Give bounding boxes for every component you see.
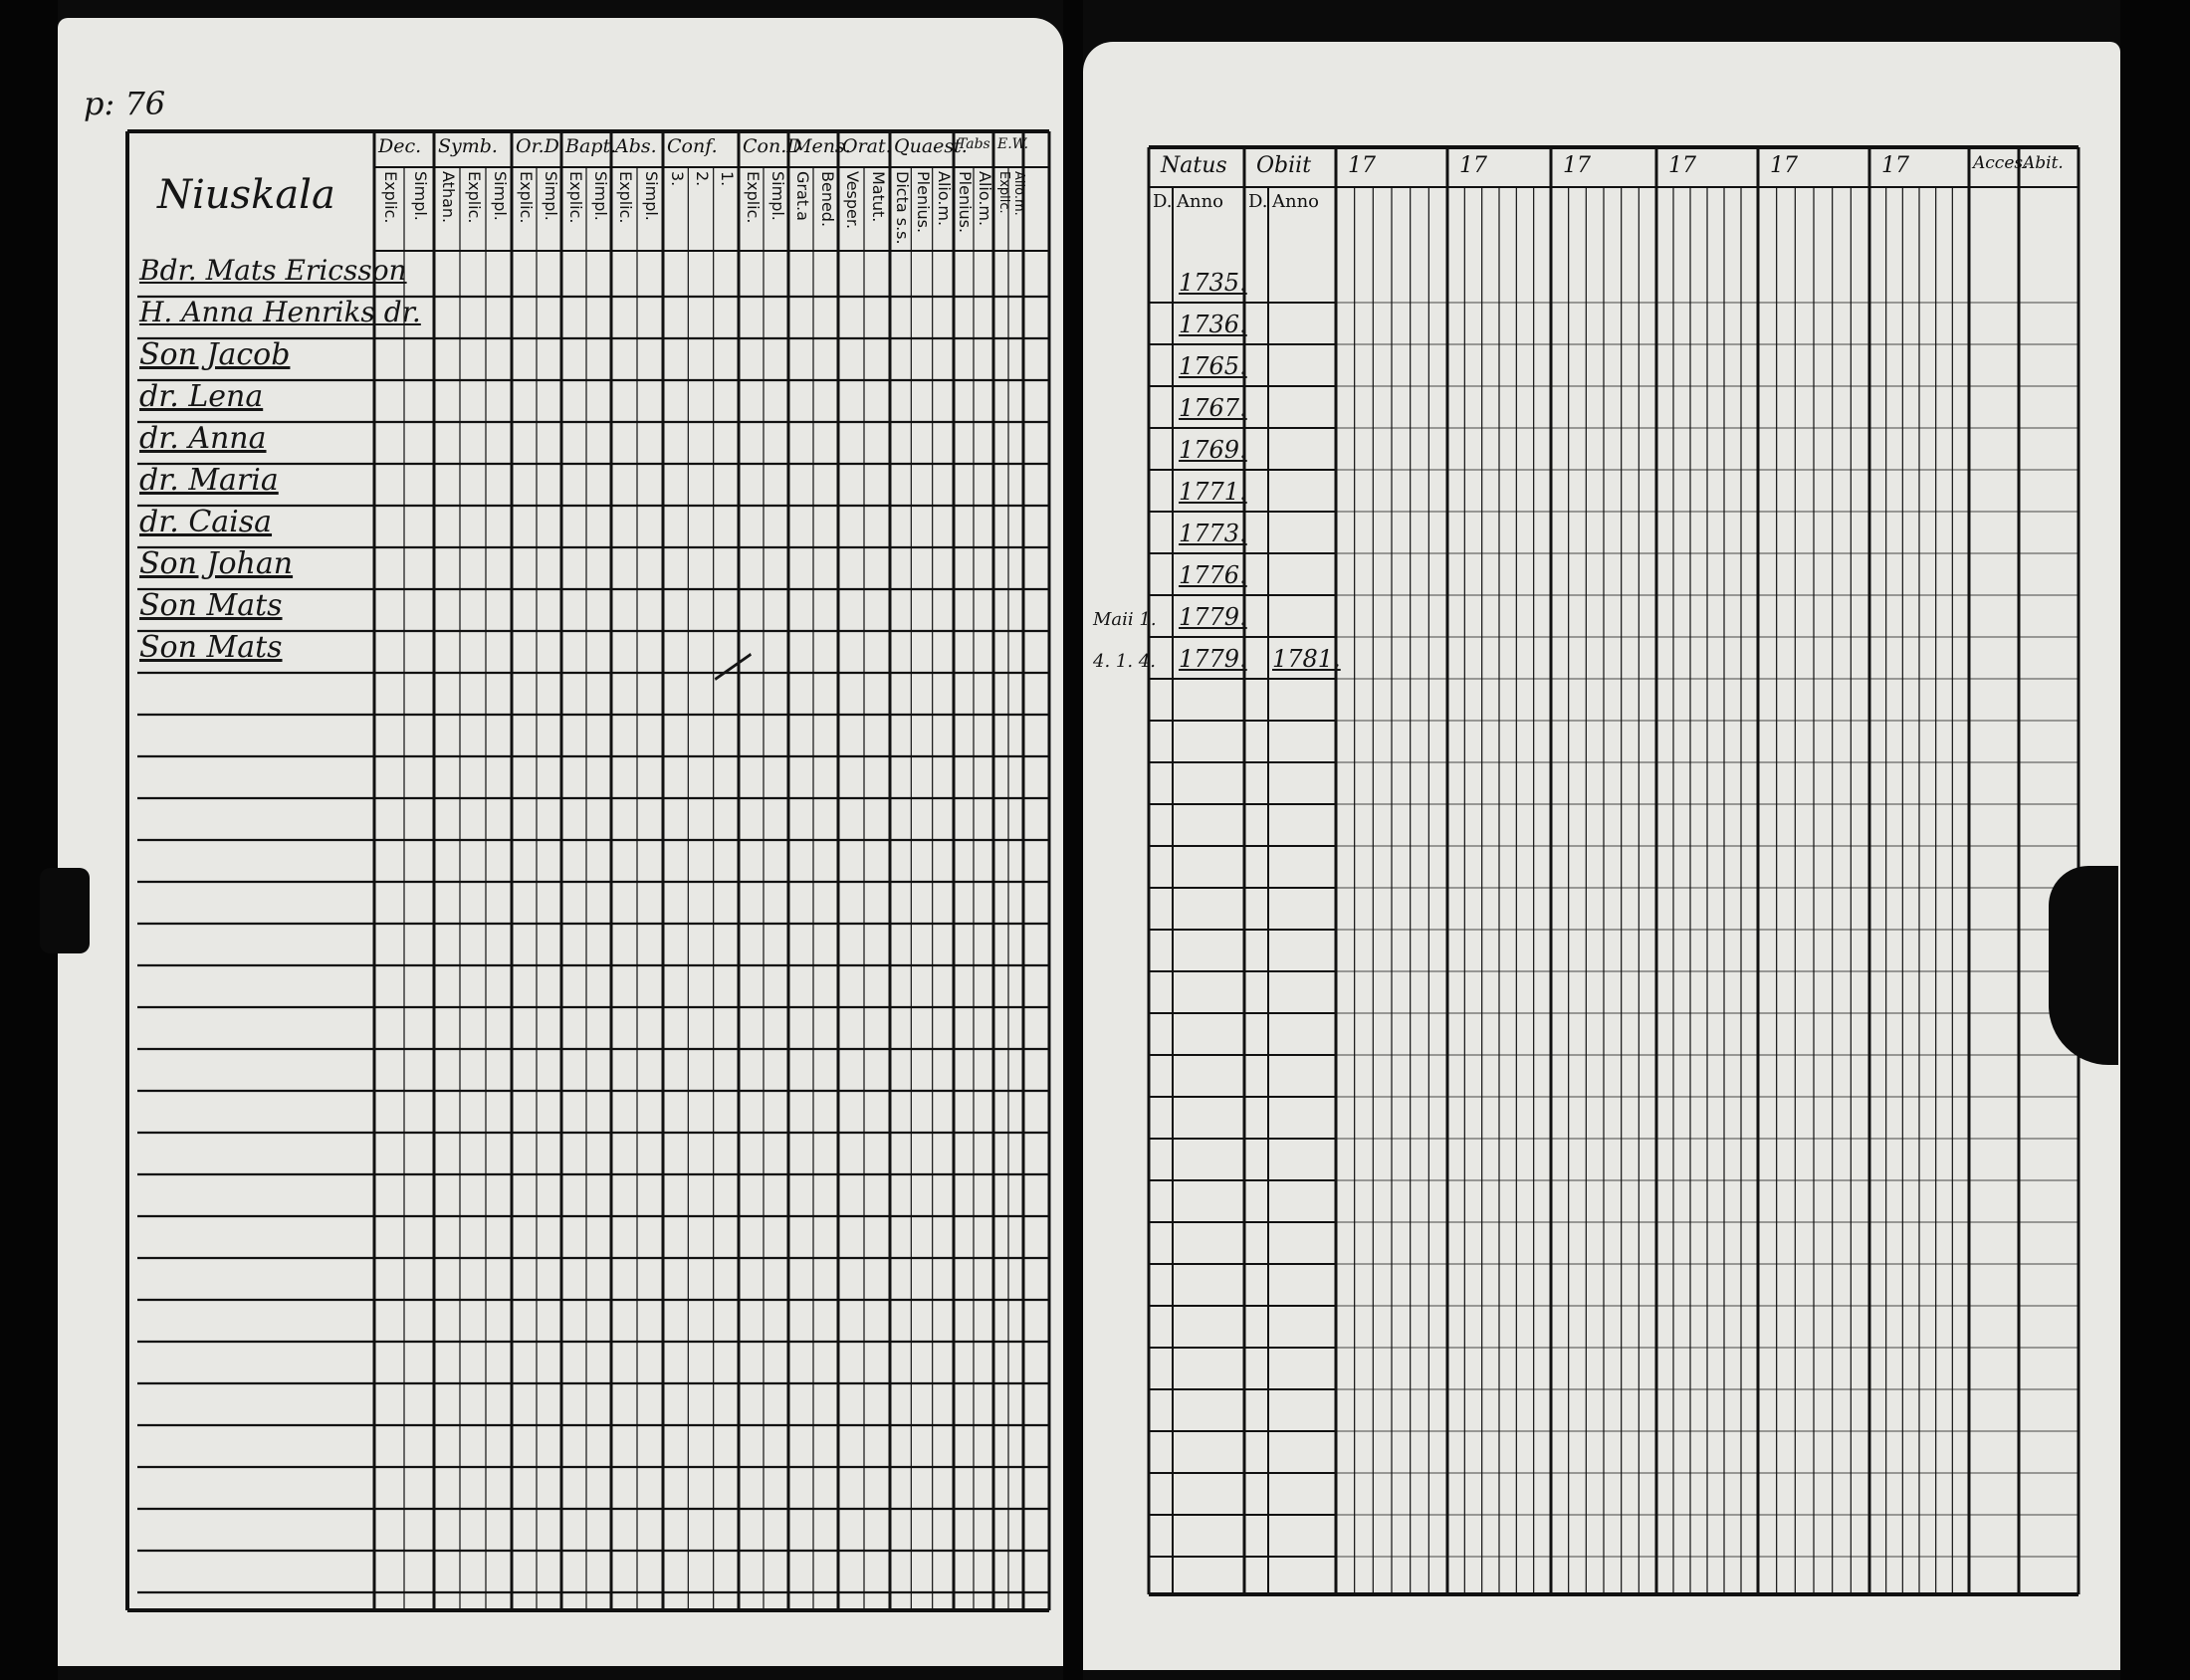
column-subheader: Matut. [869,171,888,223]
column-subheader: Simpl. [642,171,661,221]
column-header: Bapt. [565,135,617,157]
column-header: 17 [1348,153,1376,178]
column-subheader: Grat.a [792,171,812,221]
person-name: Son Johan [139,546,294,581]
birth-day-note: Maii 1. [1093,609,1157,630]
birth-year: 1779. [1179,645,1247,673]
person-name: Bdr. Mats Ericsson [139,254,407,287]
column-subheader: Explic. [995,171,1011,214]
person-name: Son Mats [139,630,283,665]
column-subheader: Alio.m. [976,171,994,227]
column-header: Orat. [842,135,892,157]
person-name: dr. Maria [139,463,279,498]
ink-mark: ― [699,631,765,699]
person-name: dr. Anna [139,421,267,456]
column-subheader: Simpl. [541,171,560,221]
column-subheader: Simpl. [411,171,430,221]
column-subheader: Dicta s.s. [892,171,912,245]
column-header: Symb. [438,135,498,157]
column-subheader: Plenius. [914,171,933,234]
column-header: 17 [1459,153,1487,178]
birth-year: 1776. [1179,561,1247,589]
column-header: Con.D [743,135,802,157]
person-name: dr. Caisa [139,505,273,539]
birth-day-note: 4. 1. 4. [1093,651,1156,672]
birth-year: 1773. [1179,520,1247,547]
person-name: Son Mats [139,588,283,623]
column-subheader: D. [1248,191,1268,212]
column-subheader: Anno [1272,191,1320,212]
page-reference: p: 76 [84,85,166,122]
column-header: 17 [1563,153,1591,178]
column-header: 17 [1668,153,1696,178]
column-subheader: 2. [693,171,712,187]
column-subheader: 3. [667,171,687,187]
left-book-edge [0,0,58,1680]
birth-year: 1736. [1179,311,1247,338]
book-gutter [1063,0,1083,1680]
column-subheader: D. [1153,191,1173,212]
column-subheader: Simpl. [491,171,510,221]
left-clip [40,868,90,953]
birth-year: 1735. [1179,269,1247,297]
column-header: Obiit [1256,153,1312,178]
left-page [58,18,1063,1666]
person-name: dr. Lena [139,379,264,414]
column-subheader: 1. [718,171,738,187]
column-subheader: Simpl. [590,171,610,221]
column-subheader: Athan. [439,171,458,224]
column-header: Tabs [958,136,990,152]
column-subheader: Explic. [465,171,484,224]
column-header: Abit. [2023,153,2064,173]
birth-year: 1769. [1179,436,1247,464]
place-name: Niuskala [157,172,335,218]
column-subheader: Simpl. [767,171,787,221]
column-subheader: Explic. [616,171,635,224]
birth-year: 1765. [1179,352,1247,380]
person-name: H. Anna Henriks dr. [139,296,421,328]
right-page [1083,42,2120,1670]
column-subheader: Explic. [565,171,585,224]
column-subheader: Anno [1177,191,1224,212]
column-subheader: Alio.m. [935,171,955,227]
column-header: 17 [1770,153,1798,178]
column-header: Conf. [667,135,718,157]
column-header: Dec. [378,135,422,157]
column-header: Quaest. [894,135,968,157]
column-header: Acces. [1973,153,2029,173]
birth-year: 1779. [1179,603,1247,631]
column-header: Abs. [615,135,657,157]
column-header: E.W. [997,136,1029,152]
column-header: 17 [1881,153,1909,178]
column-subheader: Explic. [743,171,763,224]
column-subheader: Plenius. [956,171,975,234]
person-name: Son Jacob [139,337,291,372]
column-subheader: Explic. [381,171,400,224]
column-header: Natus [1161,153,1227,178]
right-book-edge [2120,0,2190,1680]
death-year: 1781. [1272,645,1341,673]
column-header: Mens. [792,135,851,157]
birth-year: 1767. [1179,394,1247,422]
column-subheader: Alio.m. [1010,171,1026,216]
column-header: Or.D [516,135,559,157]
column-subheader: Explic. [516,171,536,224]
column-subheader: Bened. [817,171,837,228]
right-clip [2049,866,2118,1065]
birth-year: 1771. [1179,478,1247,506]
column-subheader: Vesper. [843,171,862,230]
